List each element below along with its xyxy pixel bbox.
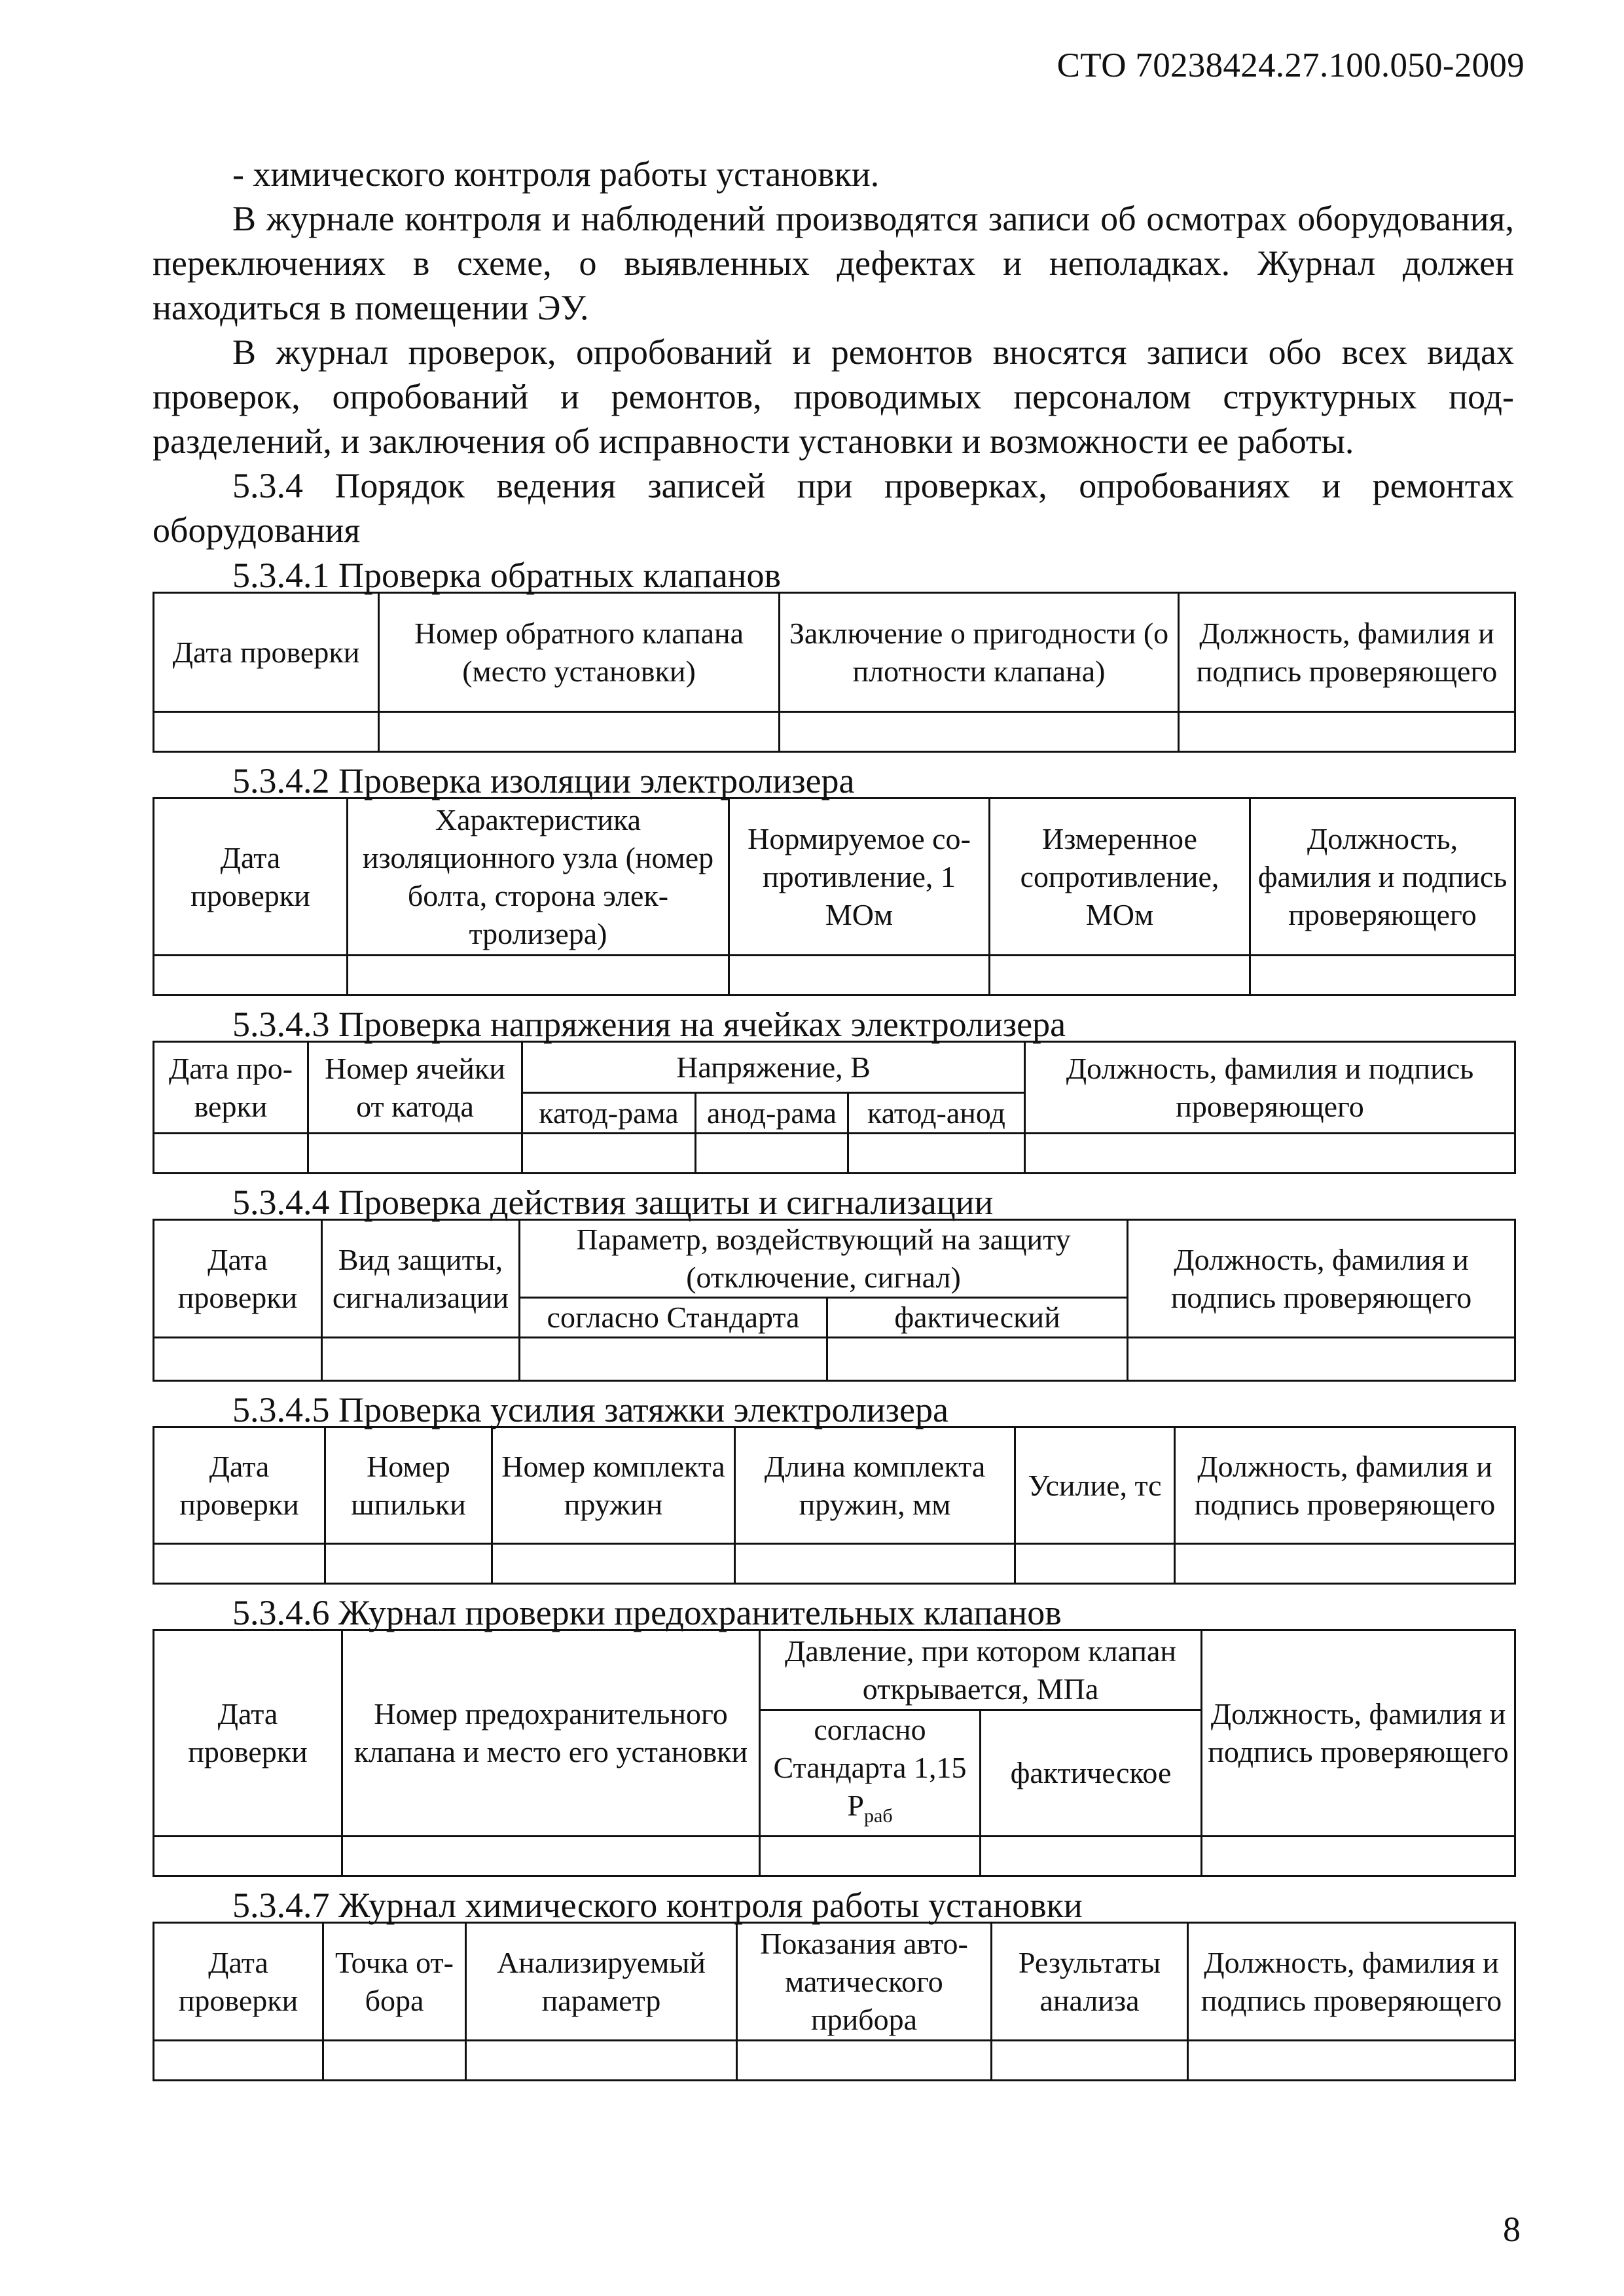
table-cell[interactable] xyxy=(992,2041,1188,2081)
table-cell[interactable] xyxy=(154,1544,325,1584)
col-opening-pressure: Давление, при котором клапан открывается, МПа xyxy=(760,1630,1202,1710)
col-pressure-actual: фактическое xyxy=(981,1710,1202,1837)
table-cell[interactable] xyxy=(492,1544,735,1584)
table-cell[interactable] xyxy=(323,2041,466,2081)
table-row xyxy=(154,1134,1515,1174)
table-cell[interactable] xyxy=(735,1544,1015,1584)
table-row xyxy=(154,1338,1515,1381)
bullet-item: - химического контроля работы установки. xyxy=(232,154,880,194)
table-cell[interactable] xyxy=(1175,1544,1515,1584)
table-cell[interactable] xyxy=(848,1134,1025,1174)
col-inspector: Должность, фамилия и подпись проверяющего xyxy=(1175,1427,1515,1544)
table-cell[interactable] xyxy=(466,2041,737,2081)
page-content xyxy=(153,152,1514,2088)
col-pressure-per-standard xyxy=(760,1710,981,1837)
table-6-title: 5.3.4.6 Журнал проверки предохранительных клапанов xyxy=(232,1593,1062,1632)
insulation-check-table xyxy=(153,797,1516,996)
protection-check-table xyxy=(153,1219,1516,1382)
col-safety-valve-number: Номер предохранительного клапана и место его установки xyxy=(342,1630,760,1837)
table-2-title: 5.3.4.2 Проверка изоляции электролизера xyxy=(232,761,855,800)
col-instrument-readings: Показания автоматического прибора xyxy=(737,1923,992,2041)
table-cell[interactable] xyxy=(154,1837,342,1876)
section-534-heading: 5.3.4 Порядок ведения записей при проверках, опробованиях и ремонтах xyxy=(232,466,1514,505)
col-rated-resistance: Нормируемое сопротивление, 1 МОм xyxy=(729,798,990,956)
page-number: 8 xyxy=(1503,2210,1521,2249)
table-cell[interactable] xyxy=(696,1134,848,1174)
table-cell[interactable] xyxy=(342,1837,760,1876)
safety-valves-table xyxy=(153,1629,1516,1877)
table-row xyxy=(154,2041,1515,2081)
table-cell[interactable] xyxy=(1250,956,1515,996)
col-voltage: Напряжение, В xyxy=(522,1042,1025,1093)
col-spring-set-length: Длина комплекта пружин, мм xyxy=(735,1427,1015,1544)
table-cell[interactable] xyxy=(154,1338,322,1381)
table-3-title: 5.3.4.3 Проверка напряжения на ячейках электролизера xyxy=(232,1005,1066,1044)
table-cell[interactable] xyxy=(154,712,379,752)
col-per-standard: согласно Стандарта xyxy=(520,1298,827,1338)
col-inspector: Должность, фамилия и подпись проверяющего xyxy=(1188,1923,1515,2041)
col-check-date: Дата проверки xyxy=(154,1220,322,1338)
col-analysis-results: Результаты анализа xyxy=(992,1923,1188,2041)
table-cell[interactable] xyxy=(325,1544,492,1584)
subscript-work: раб xyxy=(864,1805,893,1827)
col-inspector: Должность, фамилия и подпись проверяющего xyxy=(1025,1042,1515,1134)
table-row xyxy=(154,956,1515,996)
table-5-title: 5.3.4.5 Проверка усилия затяжки электролизера xyxy=(232,1390,948,1429)
table-cell[interactable] xyxy=(981,1837,1202,1876)
col-check-date: Дата проверки xyxy=(154,1630,342,1837)
col-anode-frame: анод-рама xyxy=(696,1093,848,1134)
col-conclusion: Заключение о пригодности (о плотности клапана) xyxy=(780,593,1179,712)
table-row xyxy=(154,1544,1515,1584)
tightening-force-table xyxy=(153,1426,1516,1585)
col-cell-number: Номер ячейки от катода xyxy=(308,1042,522,1134)
cell-voltage-table xyxy=(153,1041,1516,1174)
chemical-control-table xyxy=(153,1922,1516,2081)
col-inspector: Должность, фамилия и подпись проверяющего xyxy=(1202,1630,1515,1837)
paragraph-journal-control: В журнале контроля и наблюдений производятся записи об осмотрах оборудования, переключениях в схеме, о выявленных дефектах и неполадках. Журнал должен находиться в помещении ЭУ. xyxy=(153,199,1514,327)
col-analyzed-parameter: Анализируемый параметр xyxy=(466,1923,737,2041)
table-7-title: 5.3.4.7 Журнал химического контроля работы установки xyxy=(232,1886,1083,1926)
col-check-date: Дата проверки xyxy=(154,1923,323,2041)
document-code: СТО 70238424.27.100.050-2009 xyxy=(1056,46,1525,84)
section-534-heading-cont: оборудования xyxy=(153,511,361,550)
table-cell[interactable] xyxy=(760,1837,981,1876)
paragraph-journal-checks: В журнал проверок, опробований и ремонтов вносятся записи обо всех видах проверок, опробований и ремонтов, проводимых персоналом структурных подразделений, и заключения об исправности установки и возможности ее работы. xyxy=(153,332,1514,461)
table-cell[interactable] xyxy=(154,956,348,996)
col-check-date: Дата проверки xyxy=(154,593,379,712)
table-cell[interactable] xyxy=(154,2041,323,2081)
table-cell[interactable] xyxy=(1179,712,1515,752)
col-valve-number: Номер обратного клапана (место установки) xyxy=(379,593,780,712)
table-cell[interactable] xyxy=(780,712,1179,752)
table-cell[interactable] xyxy=(1128,1338,1515,1381)
col-check-date: Дата проверки xyxy=(154,798,348,956)
col-force: Усилие, тс xyxy=(1015,1427,1175,1544)
table-cell[interactable] xyxy=(520,1338,827,1381)
col-cathode-anode: катод-анод xyxy=(848,1093,1025,1134)
col-actual: фактический xyxy=(827,1298,1128,1338)
table-cell[interactable] xyxy=(1188,2041,1515,2081)
table-1-title: 5.3.4.1 Проверка обратных клапанов xyxy=(232,556,782,595)
table-cell[interactable] xyxy=(1025,1134,1515,1174)
table-cell[interactable] xyxy=(154,1134,308,1174)
col-inspector: Должность, фамилия и подпись проверяющего xyxy=(1250,798,1515,956)
table-row xyxy=(154,712,1515,752)
col-cathode-frame: катод-рама xyxy=(522,1093,696,1134)
table-cell[interactable] xyxy=(827,1338,1128,1381)
table-row xyxy=(154,1837,1515,1876)
col-insulation-unit: Характеристика изоляционного узла (номер болта, сторона электролизера) xyxy=(348,798,729,956)
col-inspector: Должность, фамилия и подпись проверяющего xyxy=(1179,593,1515,712)
table-cell[interactable] xyxy=(737,2041,992,2081)
table-cell[interactable] xyxy=(379,712,780,752)
table-cell[interactable] xyxy=(1202,1837,1515,1876)
table-cell[interactable] xyxy=(1015,1544,1175,1584)
table-cell[interactable] xyxy=(990,956,1250,996)
col-measured-resistance: Измеренное сопротивление, МОм xyxy=(990,798,1250,956)
table-cell[interactable] xyxy=(322,1338,520,1381)
col-check-date: Дата проверки xyxy=(154,1042,308,1134)
col-check-date: Дата проверки xyxy=(154,1427,325,1544)
cell-text: согласно Стандарта 1,15 P xyxy=(773,1713,967,1822)
table-cell[interactable] xyxy=(729,956,990,996)
table-4-title: 5.3.4.4 Проверка действия защиты и сигнализации xyxy=(232,1183,994,1222)
col-stud-number: Номер шпильки xyxy=(325,1427,492,1544)
col-inspector: Должность, фамилия и подпись проверяющего xyxy=(1128,1220,1515,1338)
table-cell[interactable] xyxy=(348,956,729,996)
table-cell[interactable] xyxy=(308,1134,522,1174)
col-sampling-point: Точка отбора xyxy=(323,1923,466,2041)
col-trip-parameter: Параметр, воздействующий на защиту (отключение, сигнал) xyxy=(520,1220,1128,1298)
col-spring-set-number: Номер комплекта пружин xyxy=(492,1427,735,1544)
col-protection-type: Вид защиты, сигнализации xyxy=(322,1220,520,1338)
table-cell[interactable] xyxy=(522,1134,696,1174)
check-valves-table xyxy=(153,592,1516,753)
